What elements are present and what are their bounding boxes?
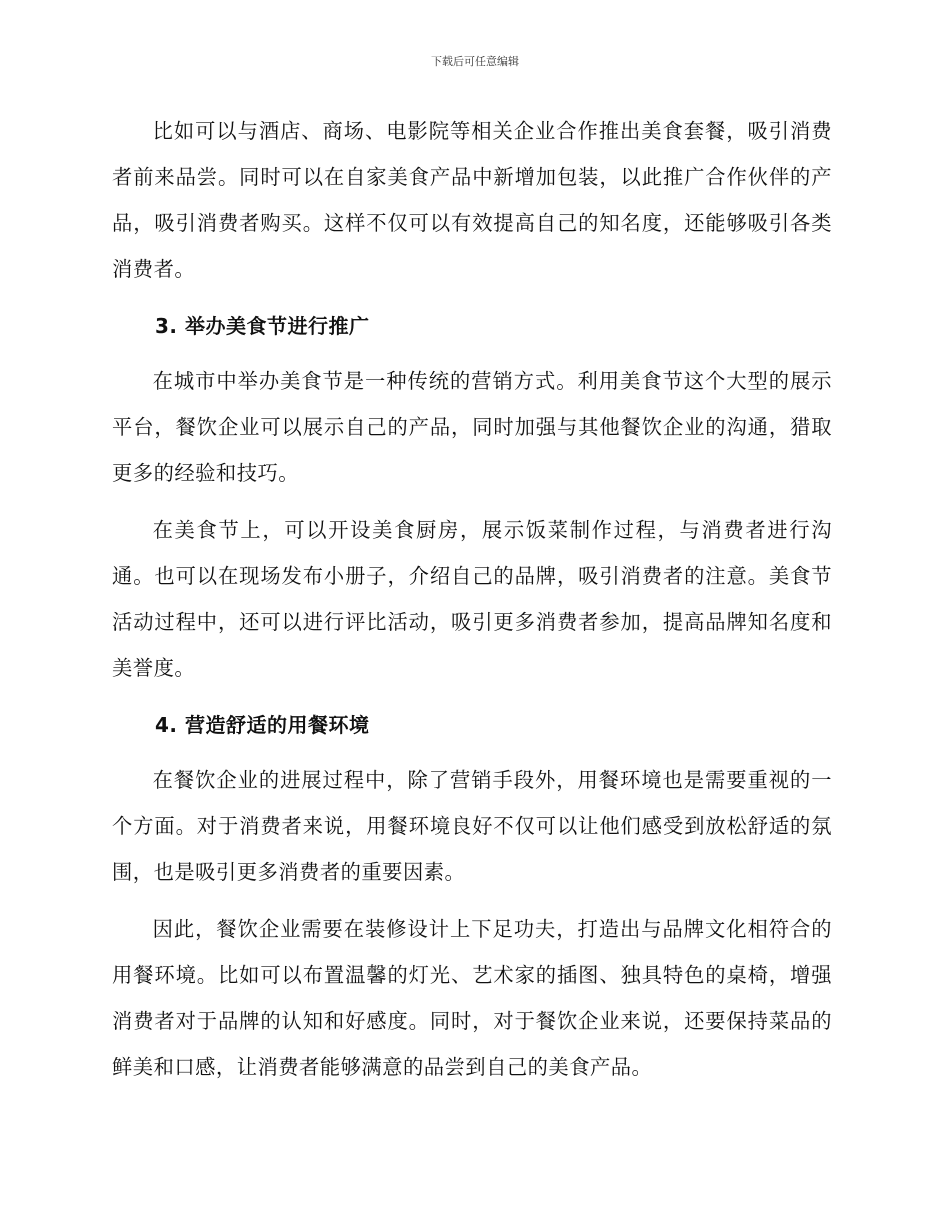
section-heading-food-festival: 3. 举办美食节进行推广 bbox=[155, 314, 370, 338]
page-header: 下载后可任意编辑 bbox=[431, 55, 519, 68]
paragraph-food-festival-intro: 在城市中举办美食节是一种传统的营销方式。利用美食节这个大型的展示平台，餐饮企业可以展示自己的产品，同时加强与其他餐饮企业的沟通，猎取更多的经验和技巧。 bbox=[112, 369, 832, 485]
document-body bbox=[112, 108, 832, 1101]
section-heading-dining-environment: 4. 营造舒适的用餐环境 bbox=[155, 713, 370, 737]
paragraph-dining-environment-design: 因此，餐饮企业需要在装修设计上下足功夫，打造出与品牌文化相符合的用餐环境。比如可以布置温馨的灯光、艺术家的插图、独具特色的桌椅，增强消费者对于品牌的认知和好感度。同时，对于餐饮企业来说，还要保持菜品的鲜美和口感，让消费者能够满意的品尝到自己的美食产品。 bbox=[112, 917, 832, 1079]
paragraph-cooperation: 比如可以与酒店、商场、电影院等相关企业合作推出美食套餐，吸引消费者前来品尝。同时可以在自家美食产品中新增加包装，以此推广合作伙伴的产品，吸引消费者购买。这样不仅可以有效提高自己的知名度，还能够吸引各类消费者。 bbox=[112, 119, 832, 281]
paragraph-food-festival-activities: 在美食节上，可以开设美食厨房，展示饭菜制作过程，与消费者进行沟通。也可以在现场发布小册子，介绍自己的品牌，吸引消费者的注意。美食节活动过程中，还可以进行评比活动，吸引更多消费者参加，提高品牌知名度和美誉度。 bbox=[112, 518, 832, 680]
paragraph-dining-environment-intro: 在餐饮企业的进展过程中，除了营销手段外，用餐环境也是需要重视的一个方面。对于消费者来说，用餐环境良好不仅可以让他们感受到放松舒适的氛围，也是吸引更多消费者的重要因素。 bbox=[112, 768, 832, 884]
